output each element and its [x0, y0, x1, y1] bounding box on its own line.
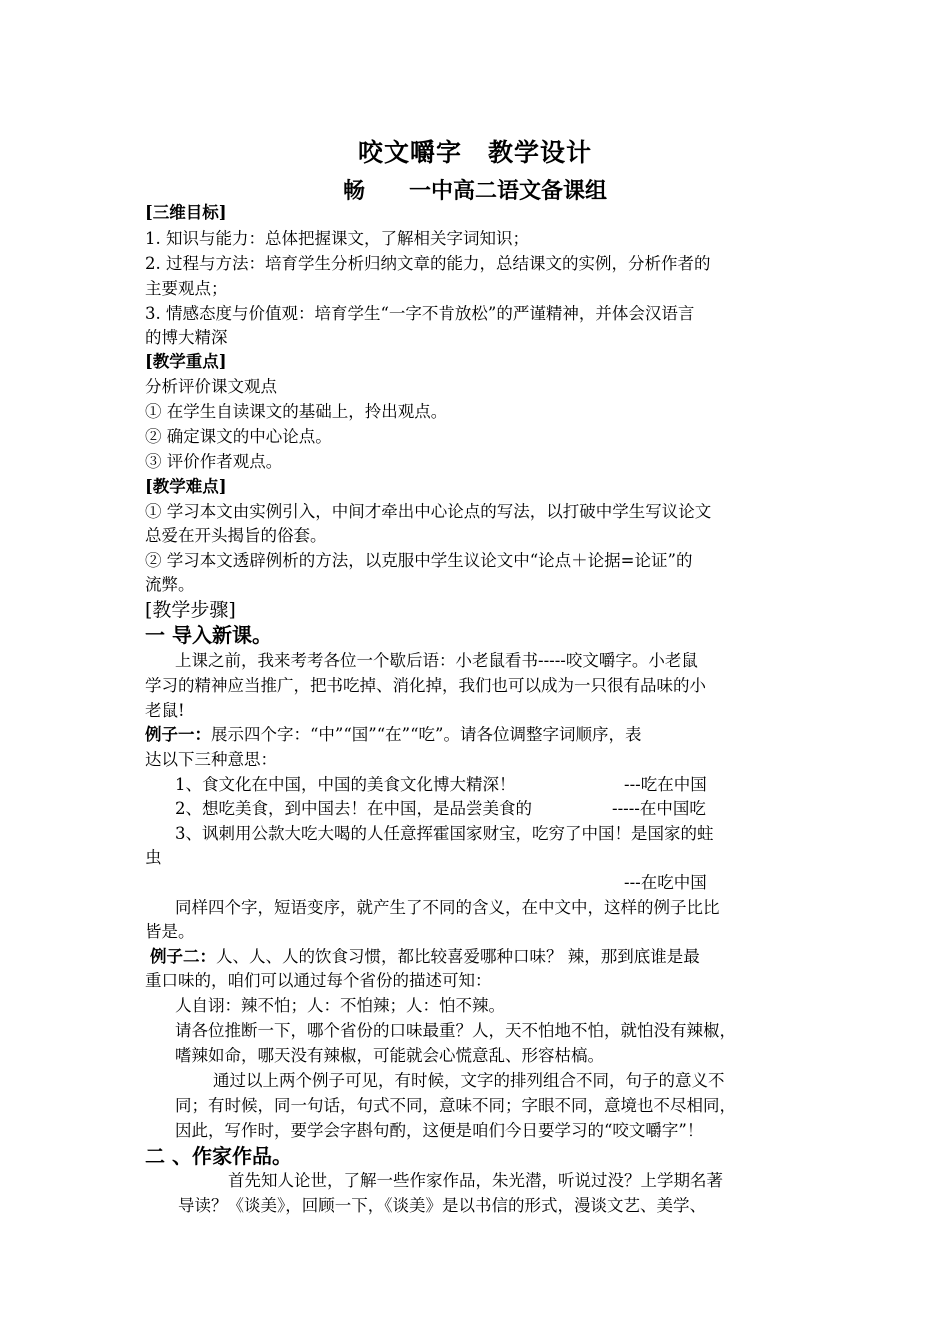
- example1-text: 达以下三种意思：: [145, 750, 277, 769]
- goal-line: 主要观点；: [145, 279, 228, 298]
- part2-title: 二 、作家作品。: [145, 1144, 292, 1168]
- example1-answer: ---吃在中国: [624, 775, 707, 794]
- example1-answer: -----在中国吃: [612, 799, 706, 818]
- document-title: 咬文嚼字 教学设计: [357, 138, 592, 167]
- part2-text: 导读？《谈美》，回顾一下，《谈美》是以书信的形式，漫谈文艺、美学、: [178, 1196, 706, 1215]
- example2-item: 请各位推断一下，哪个省份的口味最重？人，天不怕地不怕，就怕没有辣椒，: [175, 1021, 736, 1040]
- difficulty-line: ② 学习本文透辟例析的方法，以克服中学生议论文中“论点＋论据=论证”的: [145, 551, 693, 570]
- difficulty-line: 总爱在开头揭旨的俗套。: [145, 526, 327, 545]
- part1-text: 皆是。: [145, 922, 195, 941]
- conclusion-line: 同；有时候，同一句话，句式不同，意味不同；字眼不同，意境也不尽相同，: [175, 1096, 736, 1115]
- part1-text: 上课之前，我来考考各位一个歇后语：小老鼠看书-----咬文嚼字。小老鼠: [175, 651, 698, 670]
- example2-text: 重口味的，咱们可以通过每个省份的描述可知：: [145, 971, 492, 990]
- focus-line: ① 在学生自读课文的基础上，拎出观点。: [145, 402, 448, 421]
- part1-text: 同样四个字，短语变序，就产生了不同的含义，在中文中，这样的例子比比: [175, 898, 720, 917]
- goals-heading: [三维目标]: [145, 203, 227, 222]
- difficulty-heading: [教学难点]: [145, 477, 227, 496]
- goal-line: 2. 过程与方法：培育学生分析归纳文章的能力，总结课文的实例，分析作者的: [145, 254, 711, 273]
- example1-text: 展示四个字：“中”“国”“在”“吃”。请各位调整字词顺序，表: [211, 725, 642, 744]
- focus-heading: [教学重点]: [145, 352, 227, 371]
- focus-line: ③ 评价作者观点。: [145, 452, 283, 471]
- difficulty-line: 流弊。: [145, 575, 195, 594]
- goal-line: 3. 情感态度与价值观：培育学生“一字不肯放松”的严谨精神，并体会汉语言: [145, 304, 695, 323]
- example2-item: 人自诩：辣不怕；人：不怕辣；人：怕不辣。: [175, 996, 505, 1015]
- example2-label: 例子二：: [150, 947, 216, 966]
- example1-item: 虫: [145, 848, 162, 867]
- example1-line: [145, 724, 641, 746]
- example1-item: 2、想吃美食，到中国去！在中国，是品尝美食的: [175, 799, 532, 818]
- part1-text: 老鼠!: [145, 701, 185, 720]
- example2-item: 嗜辣如命，哪天没有辣椒，可能就会心慌意乱、形容枯槁。: [175, 1046, 604, 1065]
- focus-line: 分析评价课文观点: [145, 377, 277, 396]
- example1-item: 1、食文化在中国，中国的美食文化博大精深！: [175, 775, 516, 794]
- example1-item: 3、讽刺用公款大吃大喝的人任意挥霍国家财宝，吃穷了中国！是国家的蛀: [175, 824, 714, 843]
- example2-text: 人、人、人的饮食习惯，都比较喜爱哪种口味？ 辣，那到底谁是最: [216, 947, 700, 966]
- conclusion-line: 通过以上两个例子可见，有时候，文字的排列组合不同，句子的意义不: [213, 1071, 725, 1090]
- goal-line: 的博大精深: [145, 328, 228, 347]
- part1-text: 学习的精神应当推广，把书吃掉、消化掉，我们也可以成为一只很有品味的小: [145, 676, 706, 695]
- focus-line: ② 确定课文的中心论点。: [145, 427, 332, 446]
- example1-label: 例子一：: [145, 725, 211, 744]
- document-subtitle: 畅 一中高二语文备课组: [342, 178, 607, 204]
- difficulty-line: ① 学习本文由实例引入，中间才牵出中心论点的写法，以打破中学生写议论文: [145, 502, 712, 521]
- example2-line: [150, 946, 700, 968]
- part2-text: 首先知人论世，了解一些作家作品，朱光潜，听说过没？上学期名著: [228, 1171, 723, 1190]
- conclusion-line: 因此，写作时，要学会字斟句酌，这便是咱们今日要学习的“咬文嚼字”！: [175, 1121, 704, 1140]
- steps-heading: [教学步骤]: [145, 599, 236, 621]
- example1-answer: ---在吃中国: [624, 873, 707, 892]
- part1-title: 一 导入新课。: [145, 623, 272, 647]
- goal-line: 1. 知识与能力：总体把握课文，了解相关字词知识；: [145, 229, 529, 248]
